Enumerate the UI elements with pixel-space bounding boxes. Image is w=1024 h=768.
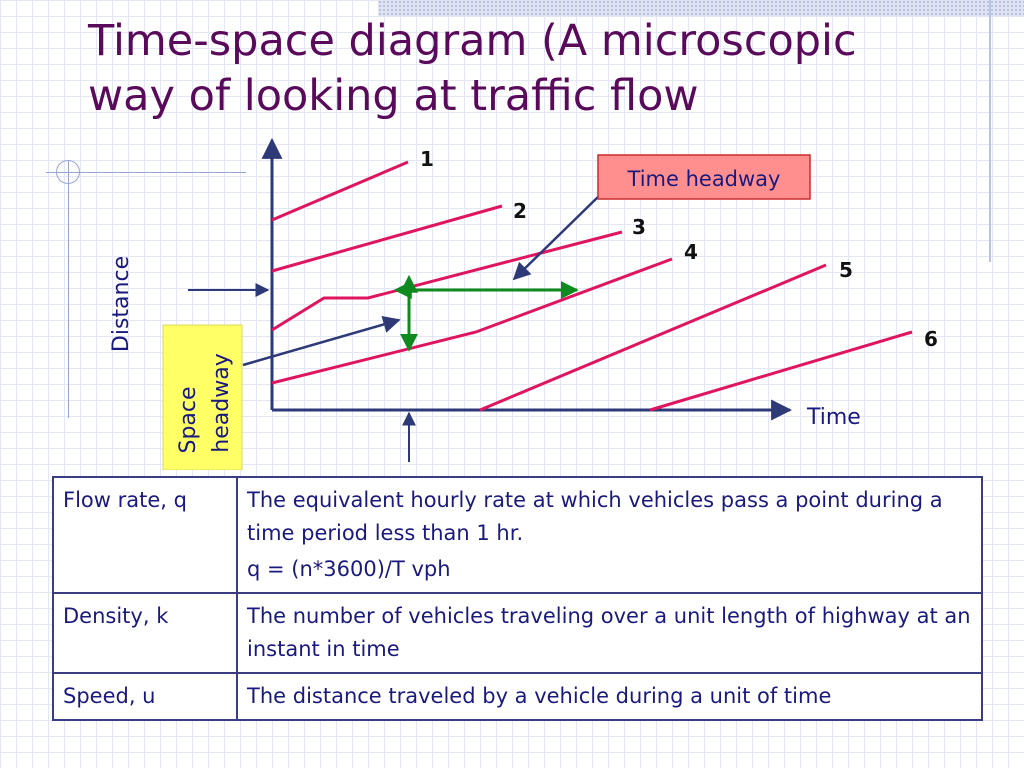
term-cell: Speed, u [53, 673, 237, 720]
table-row [53, 477, 982, 593]
vehicle-label-2: 2 [513, 199, 527, 223]
table-row [53, 593, 982, 673]
definition-text: The equivalent hourly rate at which vehicles pass a point during a time period less than 1 hr. [247, 488, 943, 545]
distance-axis-label: Distance [109, 255, 134, 353]
vehicle-label-3: 3 [632, 215, 646, 239]
time-headway-label: Time headway [627, 167, 781, 191]
space-headway-label-line2: headway [209, 353, 234, 453]
slide-title: Time-space diagram (A microscopic way of looking at traffic flow [88, 16, 857, 121]
definitions-table [52, 476, 983, 721]
vehicle-trajectory-5 [480, 265, 826, 410]
vehicle-trajectory-6 [650, 332, 912, 410]
definition-cell: The distance traveled by a vehicle during a unit of time [237, 673, 982, 720]
formula-text: q = (n*3600)/T vph [247, 557, 451, 581]
vehicle-label-5: 5 [839, 258, 853, 282]
vehicle-trajectory-3 [272, 232, 622, 330]
definition-cell [237, 477, 982, 593]
vehicle-label-4: 4 [684, 240, 698, 264]
term-cell: Flow rate, q [53, 477, 237, 593]
vehicle-trajectory-2 [272, 206, 502, 271]
time-axis-label: Time [807, 405, 861, 430]
vehicle-label-1: 1 [420, 147, 434, 171]
vehicle-trajectory-1 [272, 162, 408, 220]
vehicle-trajectory-4 [272, 259, 672, 383]
space-headway-label-line1: Space [176, 386, 201, 454]
term-cell: Density, k [53, 593, 237, 673]
vehicle-label-6: 6 [924, 327, 938, 351]
definition-cell: The number of vehicles traveling over a unit length of highway at an instant in time [237, 593, 982, 673]
table-row [53, 673, 982, 720]
